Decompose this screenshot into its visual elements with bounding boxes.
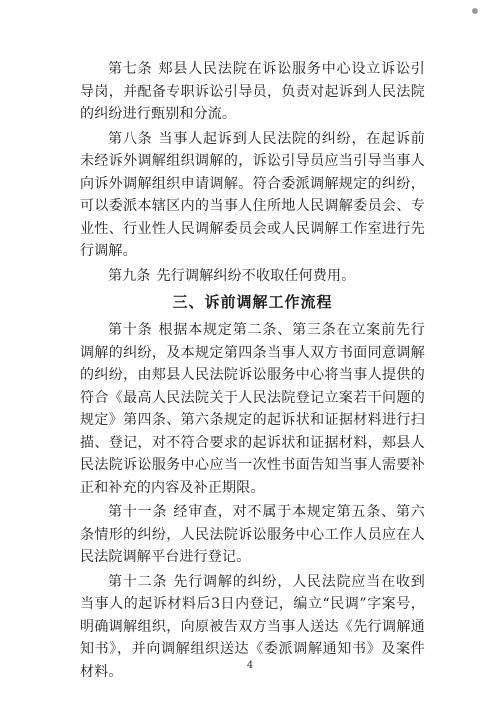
article-number: 第八条	[108, 130, 153, 147]
article-9	[80, 265, 425, 288]
article-number: 第七条	[108, 61, 153, 77]
article-number: 第十条	[108, 322, 153, 338]
page-number: 4	[246, 660, 254, 671]
article-text: 先行调解的纠纷，人民法院应当在收到当事人的起诉材料后3日内登记，编立“民调”字案号，明确调解组织，向原被告双方当事人送达《先行调解通知书》，并向调解组织送达《委派调解通知书》及案件材料。	[80, 573, 425, 680]
article-10	[80, 319, 425, 499]
article-text: 先行调解纠纷不收取任何费用。	[156, 267, 356, 284]
article-text: 郏县人民法院在诉讼服务中心设立诉讼引导岗，并配备专职诉讼引导员，负责对起诉到人民法院的纠纷进行甄别和分流。	[80, 61, 425, 122]
article-number: 第十一条	[108, 504, 168, 520]
document-body	[80, 58, 425, 685]
article-8	[80, 128, 425, 263]
article-11	[80, 501, 425, 569]
article-text: 经审查，对不属于本规定第五条、第六条情形的纠纷，人民法院诉讼服务中心工作人员应在人民法院调解平台进行登记。	[80, 504, 425, 565]
article-text: 当事人起诉到人民法院的纠纷，在起诉前未经诉外调解组织调解的，诉讼引导员应当引导当事人向诉外调解组织申请调解。符合委派调解规定的纠纷，可以委派本辖区内的当事人住所地人民调解委员会、专业性、行业性人民调解委员会或人民调解工作室进行先行调解。	[80, 130, 425, 259]
article-number: 第九条	[108, 267, 151, 284]
scan-mark	[472, 8, 478, 14]
section-heading: 三、诉前调解工作流程	[172, 293, 333, 311]
article-number: 第十二条	[108, 573, 168, 590]
article-7	[80, 58, 425, 126]
article-text: 根据本规定第二条、第三条在立案前先行调解的纠纷，及本规定第四条当事人双方书面同意调解的纠纷，由郏县人民法院诉讼服务中心将当事人提供的符合《最高人民法院关于人民法院登记立案若干问题的规定》第四条、第六条规定的起诉状和证据材料进行扫描、登记，对不符合要求的起诉状和证据材料，郏县人民法院诉讼服务中心应当一次性书面告知当事人需要补正和补充的内容及补正期限。	[80, 322, 425, 496]
